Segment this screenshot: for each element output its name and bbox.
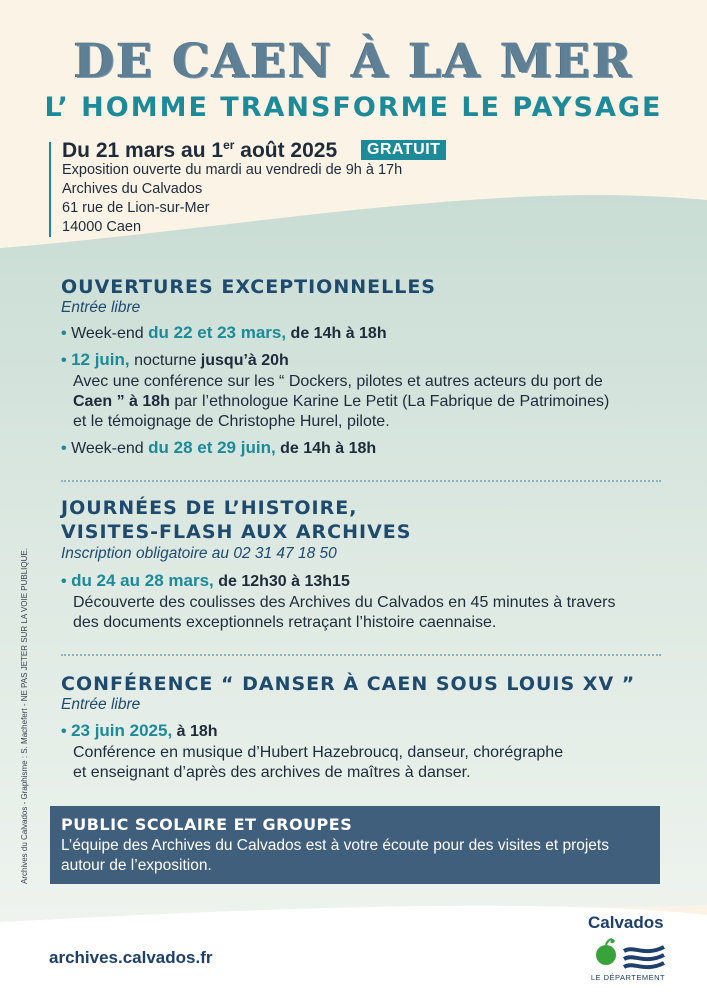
section-title-journees-line2: VISITES-FLASH AUX ARCHIVES [61, 521, 412, 543]
item-description: des documents exceptionnels retraçant l’histoire caennaise. [73, 614, 497, 631]
page-subtitle: L’ HOMME TRANSFORME LE PAYSAGE [44, 92, 663, 123]
item-description: et le témoignage de Christophe Hurel, pilote. [73, 413, 390, 430]
dates-sup: er [223, 138, 235, 152]
calvados-logo-subtitle: LE DÉPARTEMENT [590, 973, 666, 982]
item-prefix: Week-end [71, 325, 149, 342]
item-description: Conférence en musique d’Hubert Hazebroucq, danseur, chorégraphe [73, 744, 564, 761]
school-groups-text-line2: autour de l’exposition. [61, 857, 212, 874]
item-date: du 22 et 23 mars, [148, 323, 287, 342]
school-groups-text-line1: L’équipe des Archives du Calvados est à votre écoute pour des visites et projets [61, 837, 609, 854]
website-link[interactable]: archives.calvados.fr [49, 948, 213, 967]
calvados-logo-name: Calvados [588, 913, 664, 932]
venue-street: 61 rue de Lion-sur-Mer [62, 200, 210, 216]
item-time: de 14h à 18h [275, 440, 377, 457]
list-item: • Week-end du 22 et 23 mars, de 14h à 18h [61, 323, 387, 342]
venue-city: 14000 Caen [62, 219, 142, 235]
item-time: jusqu’à 20h [200, 352, 289, 369]
item-date: 12 juin, [71, 350, 130, 369]
section-title-journees-line1: JOURNÉES DE L’HISTOIRE, [61, 497, 358, 519]
credit-text: Archives du Calvados - Graphisme : S. Machefert - NE PAS JETER SUR LA VOIE PUBLIQUE. [20, 548, 29, 884]
item-time: de 14h à 18h [286, 325, 387, 342]
section-title-ouvertures: OUVERTURES EXCEPTIONNELLES [61, 276, 436, 298]
apple-wave-logo-icon [590, 933, 666, 973]
item-date: du 28 et 29 juin, [148, 438, 276, 457]
item-time: Caen ” à 18h [73, 393, 170, 410]
item-description: Découverte des coulisses des Archives du Calvados en 45 minutes à travers [73, 594, 616, 611]
item-description-rest: par l’ethnologue Karine Le Petit (La Fabrique de Patrimoines) [169, 393, 610, 410]
section-divider [61, 654, 661, 656]
item-date: du 24 au 28 mars, [71, 571, 214, 590]
section-subtitle-journees: Inscription obligatoire au 02 31 47 18 50 [61, 545, 337, 562]
list-item: • 23 juin 2025, à 18h [61, 721, 218, 740]
page-title: DE CAEN À LA MER [73, 34, 634, 89]
item-time: à 18h [172, 723, 218, 740]
free-badge: GRATUIT [361, 140, 446, 160]
opening-hours: Exposition ouverte du mardi au vendredi de 9h à 17h [62, 162, 403, 178]
section-title-conference: CONFÉRENCE “ DANSER À CAEN SOUS LOUIS XV ” [61, 673, 636, 695]
item-time: de 12h30 à 13h15 [213, 573, 350, 590]
item-middle: nocturne [129, 352, 201, 369]
item-description [73, 392, 663, 413]
section-divider [61, 480, 661, 482]
list-item: • Week-end du 28 et 29 juin, de 14h à 18h [61, 438, 377, 457]
dates-year: août 2025 [234, 139, 338, 162]
section-subtitle-conference: Entrée libre [61, 696, 141, 713]
list-item: • 12 juin, nocturne jusqu’à 20h [61, 350, 289, 369]
venue-name: Archives du Calvados [62, 181, 203, 197]
school-groups-box [50, 806, 660, 884]
list-item: • du 24 au 28 mars, de 12h30 à 13h15 [61, 571, 350, 590]
item-description: Avec une conférence sur les “ Dockers, pilotes et autres acteurs du port de [73, 373, 603, 390]
item-description: et enseignant d’après des archives de maîtres à danser. [73, 764, 471, 781]
section-subtitle-ouvertures: Entrée libre [61, 299, 141, 316]
exhibition-dates [62, 138, 337, 163]
dates-text: Du 21 mars au 1 [62, 139, 224, 162]
school-groups-title: PUBLIC SCOLAIRE ET GROUPES [61, 815, 353, 834]
item-date: 23 juin 2025, [71, 721, 173, 740]
item-prefix: Week-end [71, 440, 149, 457]
info-accent-bar [49, 142, 51, 237]
